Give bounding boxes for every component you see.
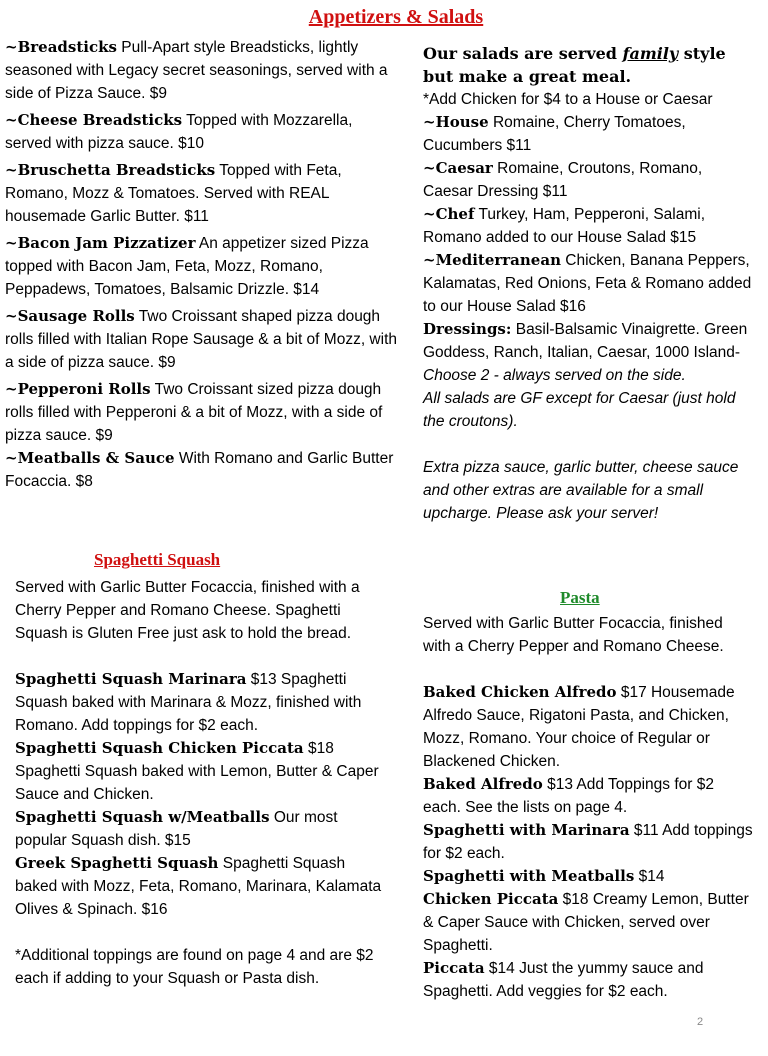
squash-item <box>15 668 390 737</box>
pasta-section <box>423 612 753 1003</box>
dressings-italic: Choose 2 - always served on the side. <box>423 367 686 384</box>
dressings-label: Dressings: <box>423 320 512 338</box>
appetizer-item <box>5 378 400 447</box>
salads-intro <box>423 42 753 88</box>
appetizer-item <box>5 109 400 155</box>
dressings-text: Basil-Balsamic Vinaigrette. Green Goddess, Ranch, Italian, Caesar, 1000 Island- <box>423 321 748 361</box>
item-desc: An appetizer sized Pizza topped with Bacon Jam, Feta, Mozz, Romano, Peppadews, Tomatoes, Balsamic Drizzle. $14 <box>5 235 369 298</box>
spaghetti-squash-title: Spaghetti Squash <box>94 550 221 569</box>
item-desc: $18 Spaghetti Squash baked with Lemon, Butter & Caper Sauce and Chicken. <box>15 740 379 803</box>
item-desc: With Romano and Garlic Butter Focaccia. $8 <box>5 450 394 490</box>
pasta-item <box>423 819 753 865</box>
salads-intro-pre: Our salads are served <box>423 44 623 63</box>
squash-item <box>15 806 390 852</box>
item-desc: Spaghetti Squash baked with Mozz, Feta, Romano, Marinara, Kalamata Olives & Spinach. $16 <box>15 855 382 918</box>
item-name: ~House <box>423 113 489 131</box>
item-name: Chicken Piccata <box>423 890 559 908</box>
item-desc: Romaine, Cherry Tomatoes, Cucumbers $11 <box>423 114 686 154</box>
appetizer-item <box>5 305 400 374</box>
appetizers-salads-title: Appetizers & Salads <box>308 6 484 28</box>
item-desc: Topped with Mozzarella, served with pizza sauce. $10 <box>5 112 353 152</box>
item-name: ~Bruschetta Breadsticks <box>5 161 216 179</box>
pasta-item <box>423 888 753 957</box>
item-name: ~Bacon Jam Pizzatizer <box>5 234 196 252</box>
item-name: Spaghetti with Marinara <box>423 821 630 839</box>
salads-intro-em: family <box>622 44 679 63</box>
appetizer-item <box>5 232 400 301</box>
item-desc: Chicken, Banana Peppers, Kalamatas, Red Onions, Feta & Romano added to our House Salad $16 <box>423 252 752 315</box>
item-desc: $17 Housemade Alfredo Sauce, Rigatoni Pasta, and Chicken, Mozz, Romano. Your choice of Regular or Blackened Chicken. <box>423 684 735 770</box>
item-desc: Turkey, Ham, Pepperoni, Salami, Romano added to our House Salad $15 <box>423 206 706 246</box>
appetizer-item <box>5 36 400 105</box>
pasta-title: Pasta <box>560 588 600 607</box>
item-desc: $13 Spaghetti Squash baked with Marinara & Mozz, finished with Romano. Add toppings for $2 each. <box>15 671 362 734</box>
item-name: ~Caesar <box>423 159 493 177</box>
pasta-item <box>423 865 753 888</box>
item-desc: Topped with Feta, Romano, Mozz & Tomatoes. Served with REAL housemade Garlic Butter. $11 <box>5 162 342 225</box>
item-name: Greek Spaghetti Squash <box>15 854 219 872</box>
squash-item <box>15 852 390 921</box>
add-chicken-note: *Add Chicken for $4 to a House or Caesar <box>423 91 713 108</box>
pasta-item <box>423 957 753 1003</box>
item-desc: Two Croissant shaped pizza dough rolls filled with Italian Rope Sausage & a bit of Mozz, with a side of pizza sauce. $9 <box>5 308 397 371</box>
item-desc: $13 Add Toppings for $2 each. See the lists on page 4. <box>423 776 714 816</box>
item-desc: $14 <box>634 868 665 885</box>
item-desc: $11 Add toppings for $2 each. <box>423 822 753 862</box>
item-desc: $18 Creamy Lemon, Butter & Caper Sauce with Chicken, served over Spaghetti. <box>423 891 749 954</box>
item-desc: Our most popular Squash dish. $15 <box>15 809 338 849</box>
item-name: Baked Chicken Alfredo <box>423 683 617 701</box>
item-name: Baked Alfredo <box>423 775 543 793</box>
item-name: ~Sausage Rolls <box>5 307 135 325</box>
salad-item <box>423 203 753 249</box>
salad-item <box>423 157 753 203</box>
item-name: Spaghetti with Meatballs <box>423 867 635 885</box>
item-desc: Two Croissant sized pizza dough rolls filled with Pepperoni & a bit of Mozz, with a side of pizza sauce. $9 <box>5 381 383 444</box>
item-name: ~Meatballs & Sauce <box>5 449 175 467</box>
item-name: ~Mediterranean <box>423 251 561 269</box>
item-desc: Romaine, Croutons, Romano, Caesar Dressing $11 <box>423 160 703 200</box>
salad-item <box>423 249 753 318</box>
appetizer-item <box>5 159 400 228</box>
salads-section <box>423 42 753 525</box>
appetizers-list <box>5 36 400 493</box>
item-name: Spaghetti Squash w/Meatballs <box>15 808 270 826</box>
item-desc: Pull-Apart style Breadsticks, lightly seasoned with Legacy secret seasonings, served with a side of Pizza Sauce. $9 <box>5 39 388 102</box>
salads-intro-post: style but make a great meal. <box>423 44 726 86</box>
appetizer-item <box>5 447 400 493</box>
dressings <box>423 318 753 387</box>
spaghetti-squash-section <box>15 576 390 990</box>
squash-item <box>15 737 390 806</box>
extras-note: Extra pizza sauce, garlic butter, cheese sauce and other extras are available for a small upcharge. Please ask your server! <box>423 459 739 522</box>
pasta-item <box>423 773 753 819</box>
item-desc: $14 Just the yummy sauce and Spaghetti. Add veggies for $2 each. <box>423 960 704 1000</box>
squash-footnote: *Additional toppings are found on page 4 and are $2 each if adding to your Squash or Pasta dish. <box>15 947 374 987</box>
item-name: ~Breadsticks <box>5 38 117 56</box>
item-name: ~Chef <box>423 205 475 223</box>
item-name: Piccata <box>423 959 485 977</box>
pasta-intro: Served with Garlic Butter Focaccia, finished with a Cherry Pepper and Romano Cheese. <box>423 615 724 655</box>
item-name: ~Pepperoni Rolls <box>5 380 151 398</box>
item-name: ~Cheese Breadsticks <box>5 111 183 129</box>
item-name: Spaghetti Squash Chicken Piccata <box>15 739 304 757</box>
item-name: Spaghetti Squash Marinara <box>15 670 247 688</box>
squash-intro: Served with Garlic Butter Focaccia, finished with a Cherry Pepper and Romano Cheese. Spaghetti Squash is Gluten Free just ask to hold the bread. <box>15 579 360 642</box>
page-number: 2 <box>697 1016 704 1028</box>
pasta-item <box>423 681 753 773</box>
salad-item <box>423 111 753 157</box>
gf-note: All salads are GF except for Caesar (just hold the croutons). <box>423 390 736 430</box>
